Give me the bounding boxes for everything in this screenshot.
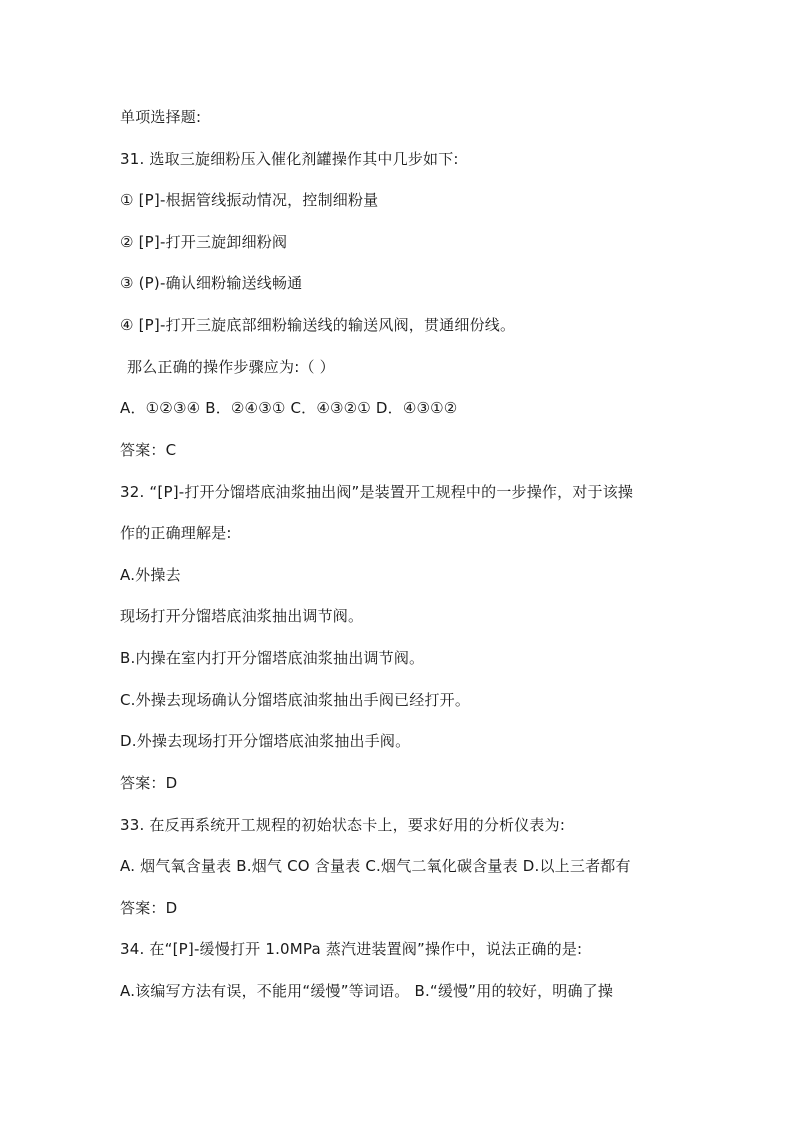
question-34-stem: 34. 在“[P]-缓慢打开 1.0MPa 蒸汽进装置阀”操作中，说法正确的是: [120,940,583,958]
section-heading: 单项选择题: [120,108,202,126]
question-31-stem: 31. 选取三旋细粉压入催化剂罐操作其中几步如下: [120,150,459,168]
question-34-options-line-1: A.该编写方法有误，不能用“缓慢”等词语。 B.“缓慢”用的较好，明确了操 [120,982,614,1000]
question-31-step-1: ① [P]-根据管线振动情况，控制细粉量 [120,191,379,209]
question-31-prompt: 那么正确的操作步骤应为:（ ） [127,358,335,376]
question-31-options: A．①②③④ B．②④③① C．④③②① D．④③①② [120,399,458,417]
question-32-option-b: B.内操在室内打开分馏塔底油浆抽出调节阀。 [120,649,425,667]
question-31-step-4: ④ [P]-打开三旋底部细粉输送线的输送风阀，贯通细份线。 [120,316,516,334]
question-32-option-d: D.外操去现场打开分馏塔底油浆抽出手阀。 [120,732,411,750]
question-31-step-3: ③ (P)-确认细粉输送线畅通 [120,274,303,292]
question-32-stem-line-1: 32. “[P]-打开分馏塔底油浆抽出阀”是装置开工规程中的一步操作，对于该操 [120,483,634,501]
question-32-answer: 答案：D [120,774,178,792]
question-32-option-a-line-2: 现场打开分馏塔底油浆抽出调节阀。 [120,607,364,625]
question-31-step-2: ② [P]-打开三旋卸细粉阀 [120,233,288,251]
question-31-answer: 答案：C [120,441,177,459]
question-32-option-c: C.外操去现场确认分馏塔底油浆抽出手阀已经打开。 [120,691,471,709]
question-32-stem-line-2: 作的正确理解是: [120,524,232,542]
question-33-options: A. 烟气氧含量表 B.烟气 CO 含量表 C.烟气二氧化碳含量表 D.以上三者都有 [120,857,631,875]
question-33-answer: 答案：D [120,899,178,917]
question-32-option-a-line-1: A.外操去 [120,566,181,584]
question-33-stem: 33. 在反再系统开工规程的初始状态卡上，要求好用的分析仪表为: [120,816,566,834]
